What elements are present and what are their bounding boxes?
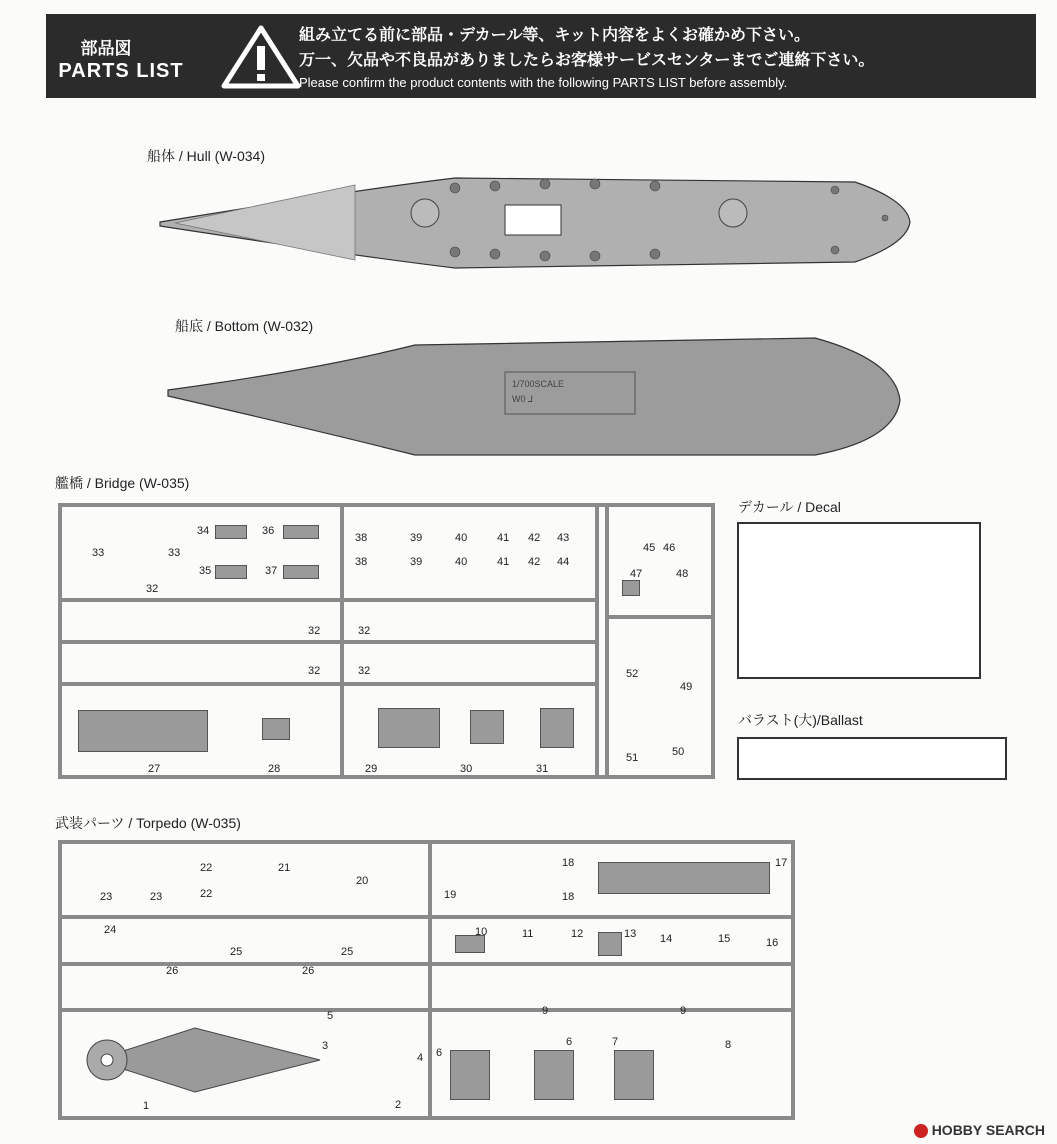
bridge-part (215, 565, 247, 579)
part-number: 38 (355, 556, 368, 568)
part-number: 47 (630, 568, 643, 580)
bridge-part (262, 718, 290, 740)
part-number: 49 (680, 681, 693, 693)
hull-label: 船体 / Hull (W-034) (147, 148, 265, 164)
part-number: 33 (168, 547, 181, 559)
warning-triangle-icon (216, 22, 306, 92)
title-en: PARTS LIST (58, 60, 184, 82)
part-number: 18 (562, 891, 575, 903)
torpedo-deck-part (75, 1020, 325, 1100)
part-number: 1 (143, 1100, 150, 1112)
bridge-part (215, 525, 247, 539)
torpedo-part (534, 1050, 574, 1100)
part-number: 40 (455, 556, 468, 568)
part-number: 18 (562, 857, 575, 869)
part-number: 4 (417, 1052, 424, 1064)
ballast-label: バラスト(大)/Ballast (738, 712, 863, 728)
part-number: 41 (497, 532, 510, 544)
part-number: 10 (475, 926, 488, 938)
part-number: 48 (676, 568, 689, 580)
part-number: 51 (626, 752, 639, 764)
part-number: 34 (197, 525, 210, 537)
bridge-sprue-divider (605, 503, 609, 779)
part-number: 14 (660, 933, 673, 945)
bridge-part (622, 580, 640, 596)
part-number: 38 (355, 532, 368, 544)
part-number: 12 (571, 928, 584, 940)
part-number: 42 (528, 556, 541, 568)
part-number: 41 (497, 556, 510, 568)
torpedo-label: 武装パーツ / Torpedo (W-035) (55, 815, 241, 831)
part-number: 16 (766, 937, 779, 949)
part-number: 42 (528, 532, 541, 544)
part-number: 22 (200, 862, 213, 874)
decal-box (737, 522, 981, 679)
bridge-sprue-divider (58, 640, 598, 644)
bridge-sprue-divider (58, 598, 598, 602)
part-number: 5 (327, 1010, 334, 1022)
part-number: 2 (395, 1099, 402, 1111)
part-number: 9 (680, 1005, 687, 1017)
part-number: 28 (268, 763, 281, 775)
brand-logo-icon (914, 1124, 928, 1138)
bridge-part (470, 710, 504, 744)
torpedo-part (450, 1050, 490, 1100)
bridge-part (283, 565, 319, 579)
part-number: 21 (278, 862, 291, 874)
brand-name: HOBBY SEARCH (931, 1121, 1045, 1138)
bridge-part (540, 708, 574, 748)
part-number: 39 (410, 532, 423, 544)
part-number: 40 (455, 532, 468, 544)
part-number: 32 (358, 665, 371, 677)
part-number: 6 (436, 1047, 443, 1059)
hull-diagram (155, 160, 915, 290)
bottom-diagram (165, 330, 905, 460)
part-number: 39 (410, 556, 423, 568)
ballast-box (737, 737, 1007, 780)
part-number: 15 (718, 933, 731, 945)
part-number: 37 (265, 565, 278, 577)
part-number: 24 (104, 924, 117, 936)
part-number: 29 (365, 763, 378, 775)
part-number: 3 (322, 1040, 329, 1052)
bottom-stamp-1: 1/700SCALE (512, 379, 565, 389)
bridge-sprue-divider (58, 682, 598, 686)
part-number: 23 (100, 891, 113, 903)
part-number: 32 (146, 583, 159, 595)
part-number: 32 (308, 625, 321, 637)
part-number: 22 (200, 888, 213, 900)
bridge-label: 艦橋 / Bridge (W-035) (55, 475, 190, 491)
part-number: 32 (308, 665, 321, 677)
part-number: 43 (557, 532, 570, 544)
part-number: 35 (199, 565, 212, 577)
part-number: 27 (148, 763, 161, 775)
watermark (914, 1122, 1045, 1138)
torpedo-sprue-divider (58, 915, 795, 919)
part-number: 11 (522, 928, 534, 940)
part-number: 7 (612, 1036, 619, 1048)
part-number: 46 (663, 542, 676, 554)
part-number: 30 (460, 763, 473, 775)
bridge-part (378, 708, 440, 748)
part-number: 32 (358, 625, 371, 637)
part-number: 25 (230, 946, 243, 958)
part-number: 44 (557, 556, 570, 568)
notice-line-3: Please confirm the product contents with the following PARTS LIST before assembly. (299, 75, 788, 90)
title-jp: 部品図 (80, 39, 132, 59)
part-number: 33 (92, 547, 105, 559)
torpedo-part (598, 932, 622, 956)
torpedo-part (614, 1050, 654, 1100)
bottom-label: 船底 / Bottom (W-032) (175, 318, 314, 334)
part-number: 20 (356, 875, 369, 887)
part-number: 6 (566, 1036, 573, 1048)
part-number: 8 (725, 1039, 732, 1051)
torpedo-part (598, 862, 770, 894)
part-number: 19 (444, 889, 457, 901)
notice-line-1: 組み立てる前に部品・デカール等、キット内容をよくお確かめ下さい。 (299, 25, 811, 44)
bridge-part (78, 710, 208, 752)
part-number: 17 (775, 857, 788, 869)
part-number: 36 (262, 525, 275, 537)
part-number: 26 (166, 965, 179, 977)
part-number: 50 (672, 746, 685, 758)
bridge-part (283, 525, 319, 539)
part-number: 23 (150, 891, 163, 903)
parts-list-header (46, 14, 1036, 98)
part-number: 26 (302, 965, 315, 977)
part-number: 13 (624, 928, 637, 940)
decal-label: デカール / Decal (738, 499, 841, 515)
part-number: 52 (626, 668, 639, 680)
part-number: 25 (341, 946, 354, 958)
part-number: 45 (643, 542, 656, 554)
bottom-stamp-2: W0 ⅃ (512, 394, 534, 404)
part-number: 31 (536, 763, 549, 775)
torpedo-sprue-divider (428, 840, 432, 1120)
notice-line-2: 万一、欠品や不良品がありましたらお客様サービスセンターまでご連絡下さい。 (299, 50, 875, 69)
part-number: 9 (542, 1005, 549, 1017)
bridge-sprue-divider (605, 615, 715, 619)
